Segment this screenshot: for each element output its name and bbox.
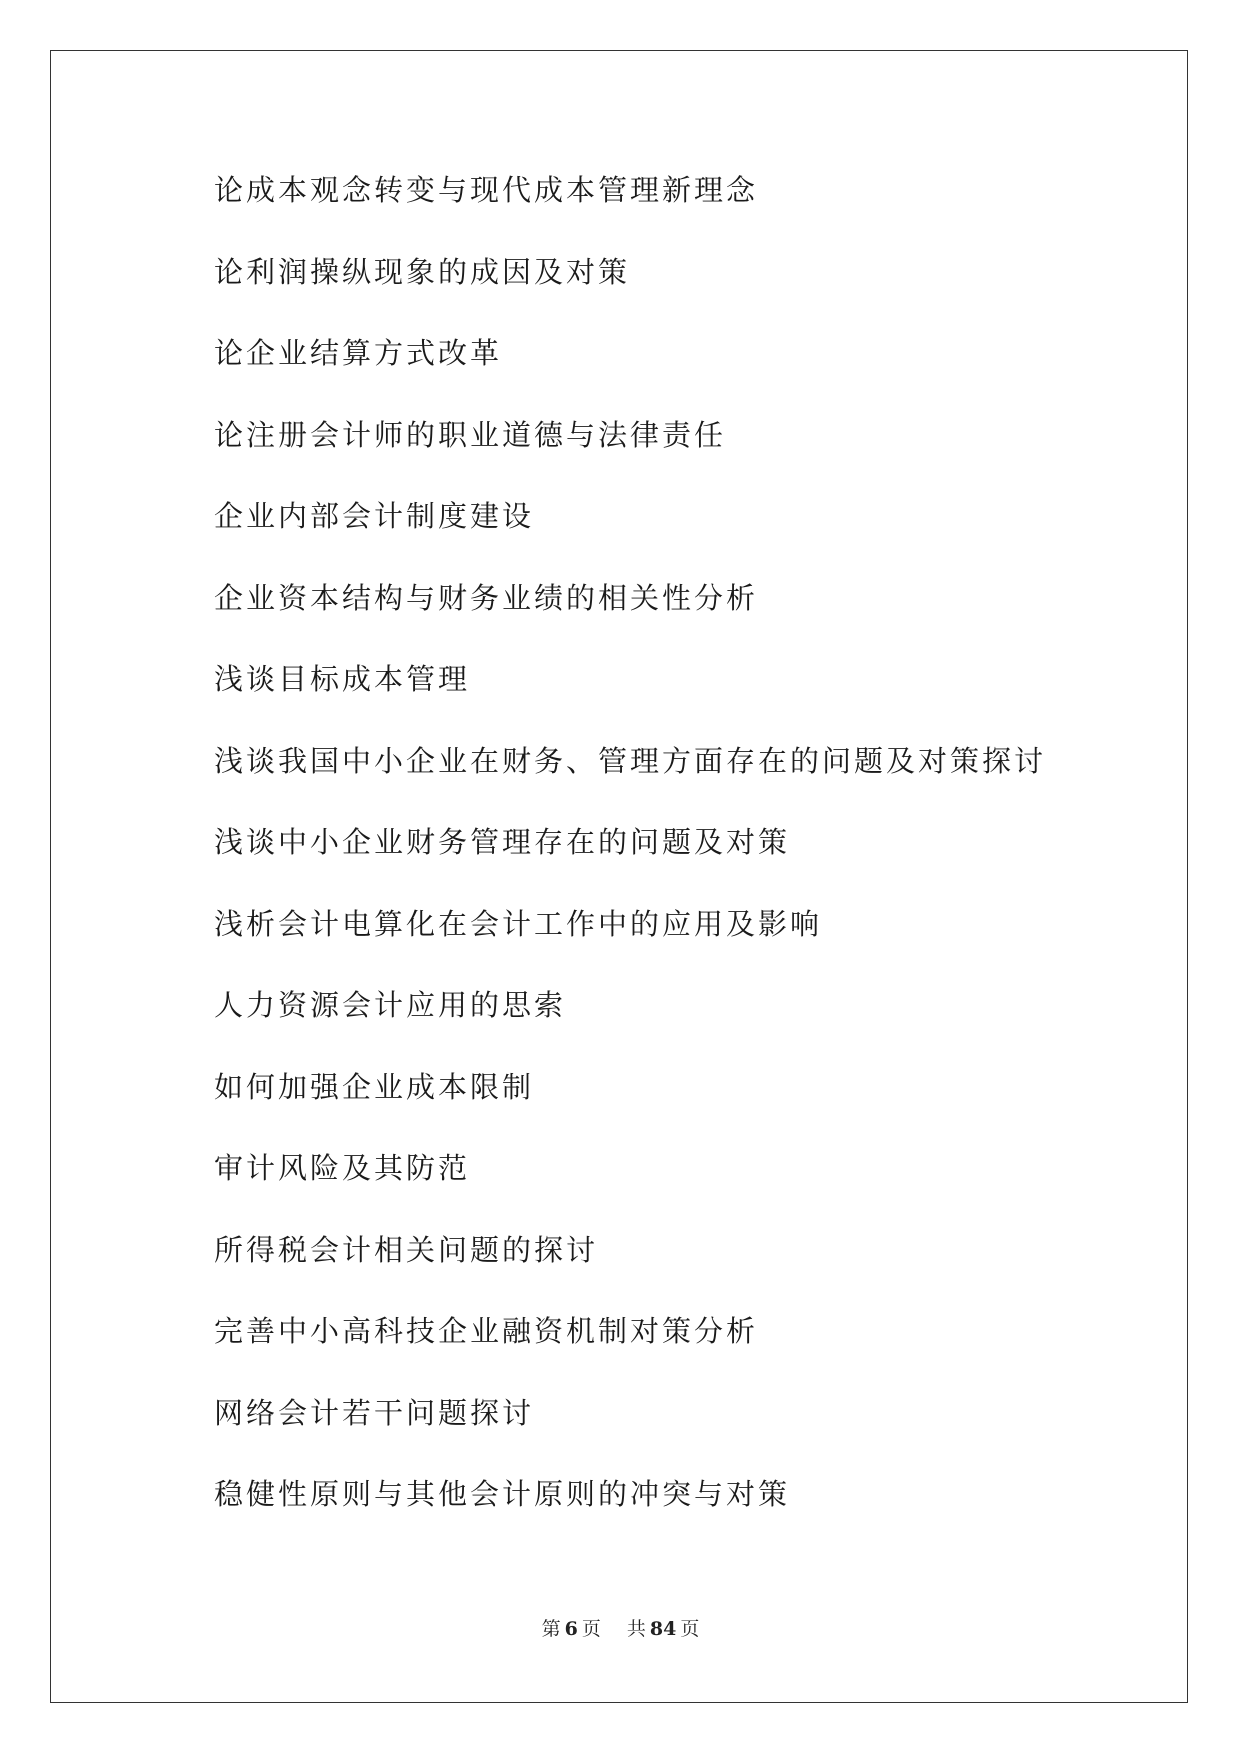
total-page-count: 84 bbox=[649, 1618, 677, 1640]
footer-total-unit: 页 bbox=[680, 1618, 700, 1640]
page-footer bbox=[0, 1614, 1241, 1641]
topic-item: 论利润操纵现象的成因及对策 bbox=[214, 254, 631, 289]
topic-item: 论成本观念转变与现代成本管理新理念 bbox=[214, 173, 759, 207]
topic-item: 论企业结算方式改革 bbox=[214, 336, 503, 370]
topic-item: 企业内部会计制度建设 bbox=[214, 499, 535, 533]
topic-item: 所得税会计相关问题的探讨 bbox=[214, 1232, 599, 1267]
topic-item: 人力资源会计应用的思索 bbox=[214, 988, 567, 1022]
footer-total-prefix: 共 bbox=[626, 1618, 646, 1640]
topic-item: 稳健性原则与其他会计原则的冲突与对策 bbox=[214, 1477, 791, 1511]
current-page-number: 6 bbox=[564, 1618, 578, 1640]
topic-item: 浅谈目标成本管理 bbox=[214, 662, 471, 696]
topic-item: 审计风险及其防范 bbox=[214, 1151, 471, 1185]
footer-prefix: 第 bbox=[541, 1618, 561, 1640]
topic-list bbox=[214, 165, 1046, 1551]
topic-item: 浅谈中小企业财务管理存在的问题及对策 bbox=[214, 825, 791, 859]
topic-item: 企业资本结构与财务业绩的相关性分析 bbox=[214, 580, 759, 615]
topic-item: 浅谈我国中小企业在财务、管理方面存在的问题及对策探讨 bbox=[214, 743, 1047, 778]
topic-item: 论注册会计师的职业道德与法律责任 bbox=[214, 417, 727, 452]
footer-page-unit: 页 bbox=[581, 1618, 601, 1640]
topic-item: 完善中小高科技企业融资机制对策分析 bbox=[214, 1314, 759, 1348]
topic-item: 网络会计若干问题探讨 bbox=[214, 1395, 535, 1430]
topic-item: 浅析会计电算化在会计工作中的应用及影响 bbox=[214, 906, 823, 941]
topic-item: 如何加强企业成本限制 bbox=[214, 1069, 535, 1104]
